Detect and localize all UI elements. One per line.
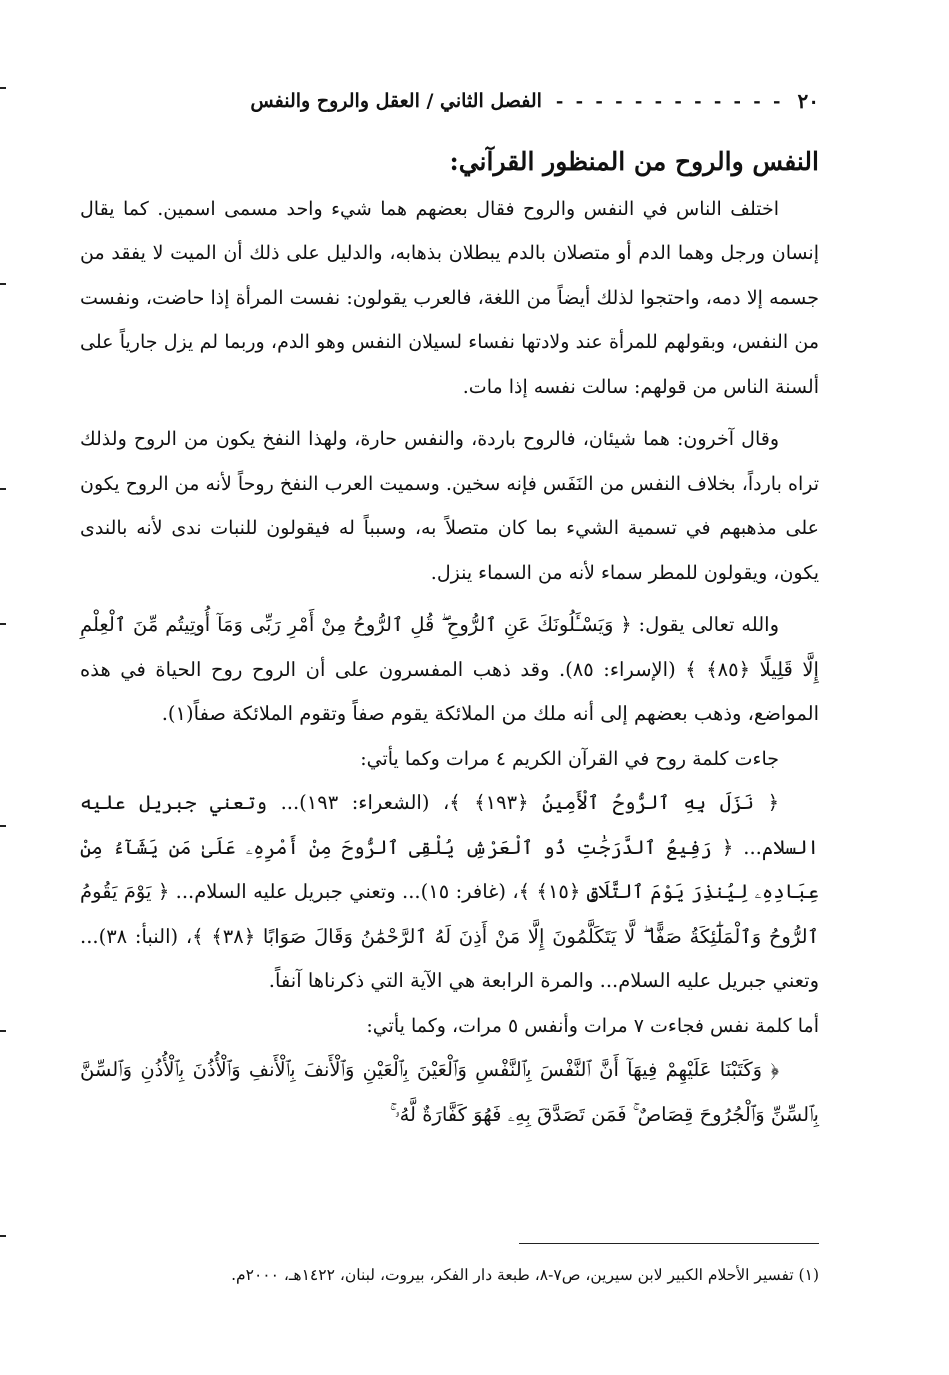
paragraph: جاءت كلمة روح في القرآن الكريم ٤ مرات وكما يأتي: bbox=[360, 747, 779, 770]
page-number: ٢٠ bbox=[797, 89, 819, 113]
scan-margin-mark bbox=[0, 488, 6, 490]
section-heading: النفس والروح من المنظور القرآني: bbox=[449, 147, 819, 176]
paragraph: اختلف الناس في النفس والروح فقال بعضهم هما شيء واحد مسمى اسمين. كما يقال إنسان ورجل وهما الدم أو متصلان بالدم يبطلان بذهابه، والدليل على ذلك أن الميت لا يفقد من جسمه إلا دمه، واحتجوا لذلك أيضاً من اللغة، فالعرب يقولون: نفست المرأة إذا حاضت، ونفست من النفس، وبقولهم للمرأة عند ولادتها نفساء لسيلان النفس وهو الدم، وربما لم يزل جارياً على ألسنة الناس من قولهم: سالت نفسه إذا مات. bbox=[80, 197, 819, 398]
scan-margin-mark bbox=[0, 825, 6, 827]
header-dotted-leader: - - - - - - - - - - - - bbox=[555, 90, 784, 112]
scan-margin-mark bbox=[0, 283, 6, 285]
paragraph: أما كلمة نفس فجاءت ٧ مرات وأنفس ٥ مرات، وكما يأتي: bbox=[366, 1014, 819, 1037]
footnote: (١) تفسير الأحلام الكبير لابن سيرين، ص٧-٨، طبعة دار الفكر، بيروت، لبنان، ١٤٢٢هـ، ٢٠٠٠م. bbox=[231, 1266, 819, 1284]
paragraph: ﴿ وَكَتَبْنَا عَلَيْهِمْ فِيهَآ أَنَّ ٱلنَّفْسَ بِٱلنَّفْسِ وَٱلْعَيْنَ بِٱلْعَيْنِ وَٱلْأَنفَ بِٱلْأَنفِ وَٱلْأُذُنَ بِٱلْأُذُنِ وَٱلسِّنَّ بِٱلسِّنِّ وَٱلْجُرُوحَ قِصَاصٌ ۚ فَمَن تَصَدَّقَ بِهِۦ فَهُوَ كَفَّارَةٌ لَّهُۥ ۚ bbox=[80, 1058, 819, 1126]
chapter-title: الفصل الثاني / العقل والروح والنفس bbox=[250, 90, 542, 112]
paragraph: والله تعالى يقول: ﴿ وَيَسْـَٔلُونَكَ عَنِ ٱلرُّوحِ ۖ قُلِ ٱلرُّوحُ مِنْ أَمْرِ رَبِّى وَمَآ أُوتِيتُم مِّنَ ٱلْعِلْمِ إِلَّا قَلِيلًا ﴿٨٥﴾ ﴾ (الإسراء: ٨٥). وقد ذهب المفسرون على أن الروح روح الحياة في هذه المواضع، وذهب بعضهم إلى أنه ملك من الملائكة يقوم صفاً وتقوم الملائكة صفاً(١). bbox=[80, 613, 819, 725]
paragraph: وقال آخرون: هما شيئان، فالروح باردة، والنفس حارة، ولهذا النفخ يكون من الروح ولذلك تراه بارداً، بخلاف النفس من النَفَس فإنه سخين. وسميت العرب النفخ روحاً لأنه من الروح يكون على مذهبهم في تسمية الشيء بما كان متصلاً به، وسبباً له فيقولون للنبات ندى لأنه بالندى يكون، ويقولون للمطر سماء لأنه من السماء ينزل. bbox=[80, 428, 819, 584]
scan-margin-mark bbox=[0, 623, 6, 625]
running-header bbox=[90, 84, 819, 118]
paragraph: ﴿ نَزَلَ بِهِ ٱلرُّوحُ ٱلْأَمِينُ ﴿١٩٣﴾ ﴾، (الشعراء: ١٩٣)... وتعني جبريل عليه السلام... ﴿ رَفِيعُ ٱلدَّرَجَٰتِ ذُو ٱلْعَرْشِ يُلْقِى ٱلرُّوحَ مِنْ أَمْرِهِۦ عَلَىٰ مَن يَشَآءُ مِنْ عِبَادِهِۦ لِيُنذِرَ يَوْمَ ٱلتَّلَاقِ ﴿١٥﴾ ﴾، (غافر: ١٥)... وتعني جبريل عليه السلام... ﴿ يَوْمَ يَقُومُ ٱلرُّوحُ وَٱلْمَلَٰٓئِكَةُ صَفًّا ۖ لَّا يَتَكَلَّمُونَ إِلَّا مَنْ أَذِنَ لَهُ ٱلرَّحْمَٰنُ وَقَالَ صَوَابًا ﴿٣٨﴾ ﴾، (النبأ: ٣٨)... وتعني جبريل عليه السلام... والمرة الرابعة هي الآية التي ذكرناها آنفاً. bbox=[80, 791, 819, 992]
scan-margin-mark bbox=[0, 87, 6, 89]
main-text bbox=[80, 140, 819, 1137]
scan-margin-mark bbox=[0, 1235, 6, 1237]
scan-margin-mark bbox=[0, 1030, 6, 1032]
footnote-separator bbox=[519, 1243, 819, 1244]
